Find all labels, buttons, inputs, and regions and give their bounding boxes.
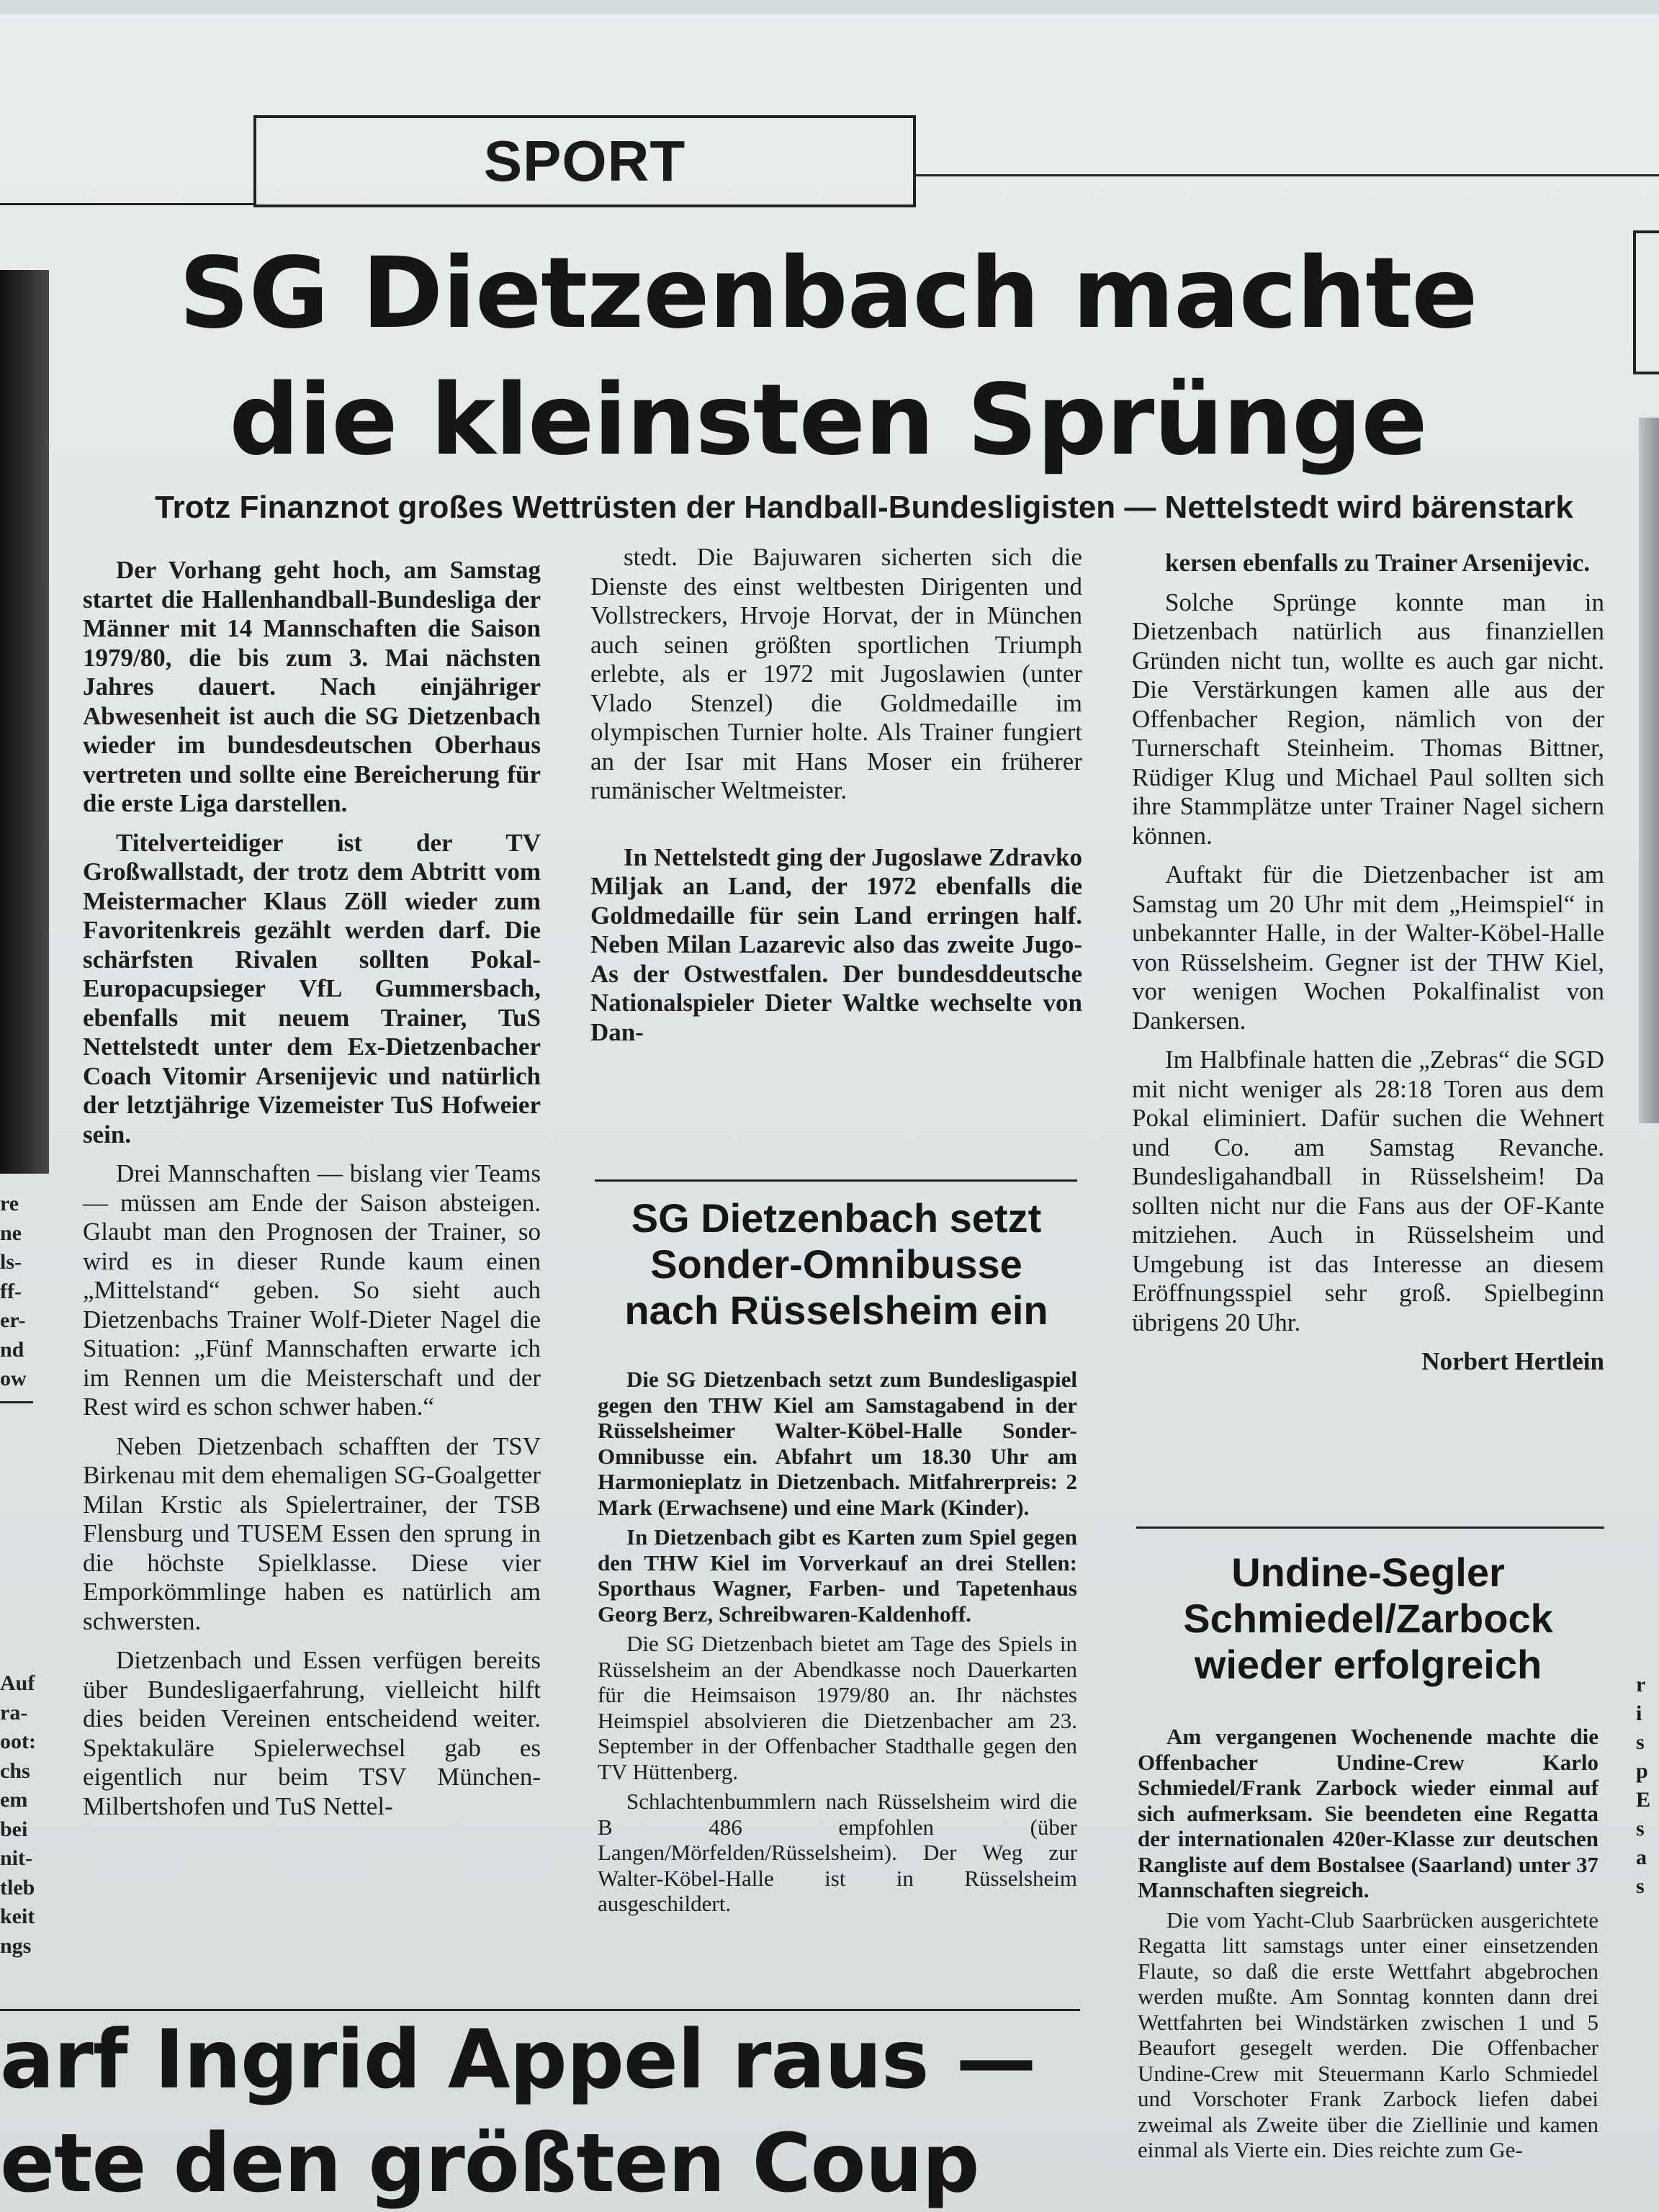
paragraph: Titelverteidiger ist der TV Großwallstadt, der trotz dem Abtritt vom Meistermacher Klaus Zöll wieder zum Favoritenkreis gezählt werden darf. Die schärfsten Rivalen sollten Pokal-Europacupsieger VfL Gummersbach, ebenfalls mit neuem Trainer, TuS Nettelstedt unter dem Ex-Dietzenbacher Coach Vitomir Arsenijevic und natürlich der letztjährige Vizemeister TuS Hofweier sein.: [83, 828, 541, 1148]
headline-line-2: die kleinsten Sprünge: [229, 364, 1427, 477]
paragraph: Drei Mannschaften — bislang vier Teams — müssen am Ende der Saison absteigen. Glaubt man den Prognosen der Trainer, so wird es in dieser Runde kaum einen „Mittelstand“ geben. So sieht auch Dietzenbachs Trainer Wolf-Dieter Nagel die Situation: „Fünf Mannschaften erwarte ich im Rennen um die Meisterschaft und der Rest wird es schon schwer haben.“: [83, 1159, 541, 1421]
paragraph: Solche Sprünge konnte man in Dietzenbach natürlich aus finanziellen Gründen nicht tun, wollte es auch gar nicht. Die Verstärkungen kamen alle aus der Offenbacher Region, nämlich von der Turnerschaft Steinheim. Thomas Bittner, Rüdiger Klug und Michael Paul sollten sich ihre Stammplätze unter Trainer Nagel sichern können.: [1132, 588, 1604, 850]
fragment-word: s: [1636, 1817, 1645, 1840]
article-column-3: [1132, 549, 1604, 1377]
box1-headline-line: SG Dietzenbach setzt: [631, 1195, 1042, 1241]
fragment-word: r: [1636, 1673, 1646, 1696]
box1-headline-line: nach Rüsselsheim ein: [624, 1287, 1048, 1333]
left-fragment-rule: [0, 1401, 33, 1403]
fragment-word: re: [0, 1192, 19, 1215]
byline-name: Norbert Hertlein: [1421, 1347, 1604, 1375]
fragment-word: tleb: [0, 1875, 35, 1899]
paragraph: In Dietzenbach gibt es Karten zum Spiel gegen den THW Kiel im Vorverkauf an drei Stellen: Sporthaus Wagner, Farben- und Tapetenhaus Georg Berz, Schreibwaren-Kaldenhoff.: [598, 1524, 1077, 1627]
newspaper-page: [0, 14, 1659, 2212]
fragment-word: ff-: [0, 1279, 22, 1303]
fragment-word: chs: [0, 1758, 30, 1783]
fragment-word: ow: [0, 1367, 27, 1390]
column-2-rule: [595, 1179, 1077, 1182]
fragment-word: ne: [0, 1220, 22, 1245]
left-column-fragment-top: [0, 1190, 27, 1394]
paragraph: Der Vorhang geht hoch, am Samstag startet die Hallenhandball-Bundesliga der Männer mit 14 Mannschaften die Saison 1979/80, die bis zum 3. Mai nächsten Jahres dauert. Nach einjähriger Abwesenheit ist auch die SG Dietzenbach wieder im bundesdeutschen Oberhaus vertreten und sollte eine Bereicherung für die erste Liga darstellen.: [83, 556, 541, 817]
box2-body: [1138, 1724, 1599, 2163]
box1-body: [598, 1367, 1077, 1917]
paragraph: Die vom Yacht-Club Saarbrücken ausgerichtete Regatta litt samstags unter einer einsetzenden Flaute, so daß die erste Wettfahrt abgebrochen werden mußte. Am Sonntag konnten dann drei Wettfahrten bei Windstärken zwischen 1 und 5 Beaufort gesegelt werden. Die Offenbacher Undine-Crew mit Steuermann Karlo Schmiedel und Vorschoter Frank Zarbock liefen dabei zweimal als Zweite über die Ziellinie und kamen einmal als Vierte ein. Dies reichte zum Ge-: [1138, 1907, 1599, 2162]
cropped-photo: [0, 270, 49, 1174]
fragment-word: bei: [0, 1817, 28, 1841]
bottom-headline-line-1: arf Ingrid Appel raus —: [0, 2013, 1036, 2107]
section-rule: [0, 203, 253, 205]
box2-headline-line: Undine-Segler: [1231, 1550, 1505, 1595]
main-headline: [144, 230, 1512, 484]
left-column-fragment-bottom: [0, 1669, 36, 1961]
fragment-word: nd: [0, 1337, 24, 1362]
fragment-word: ra-: [0, 1700, 28, 1725]
fragment-word: nit-: [0, 1846, 32, 1870]
paragraph: Neben Dietzenbach schafften der TSV Birkenau mit dem ehemaligen SG-Goalgetter Milan Krstic als Spielertrainer, der TSB Flensburg und TUSEM Essen den sprung in die höchste Spielklasse. Diese vier Emporkömmlinge haben es natürlich am schwersten.: [83, 1431, 541, 1635]
paragraph: kersen ebenfalls zu Trainer Arsenijevic.: [1165, 549, 1591, 577]
fragment-word: E: [1636, 1788, 1651, 1812]
paragraph: Auftakt für die Dietzenbacher ist am Samstag um 20 Uhr mit dem „Heimspiel“ in unbekannter Halle, in der Walter-Köbel-Halle von Rüsselsheim. Gegner ist der THW Kiel, vor wenigen Wochen Pokalfinalist von Dankersen.: [1132, 860, 1604, 1035]
fragment-word: a: [1636, 1845, 1647, 1869]
fragment-word: s: [1636, 1730, 1645, 1754]
paragraph: Schlachtenbummlern nach Rüsselsheim wird die B 486 empfohlen (über Langen/Mörfelden/Rüsselsheim). Der Weg zur Walter-Köbel-Halle ist in Rüsselsheim ausgeschildert.: [598, 1789, 1077, 1916]
fragment-word: oot:: [0, 1730, 36, 1753]
box1-headline-line: Sonder-Omnibusse: [650, 1241, 1022, 1287]
fragment-word: p: [1636, 1759, 1648, 1783]
bottom-headline-line-2: ete den größten Coup: [0, 2117, 979, 2211]
box2-headline-line: Schmiedel/Zarbock: [1183, 1596, 1553, 1641]
subheadline: Trotz Finanznot großes Wettrüsten der Handball-Bundesligisten — Nettelstedt wird bärenstark: [155, 490, 1573, 525]
article-column-1: [83, 556, 541, 1821]
fragment-word: s: [1636, 1874, 1645, 1898]
section-header: [253, 115, 916, 207]
paragraph: Am vergangenen Wochenende machte die Offenbacher Undine-Crew Karlo Schmiedel/Frank Zarbock wieder einmal auf sich aufmerksam. Sie beendeten eine Regatta der internationalen 420er-Klasse zur deutschen Rangliste auf dem Bostalsee (Saarland) unter 37 Mannschaften siegreich.: [1138, 1724, 1599, 1902]
fragment-word: i: [1636, 1701, 1642, 1725]
paragraph: Die SG Dietzenbach bietet am Tage des Spiels in Rüsselsheim an der Abendkasse noch Dauerkarten für die Heimsaison 1979/80 an. Ihr nächstes Heimspiel absolvieren die Dietzenbacher am 23. September in der Offenbacher Stadthalle gegen den TV Hüttenberg.: [598, 1631, 1077, 1784]
paragraph: In Nettelstedt ging der Jugoslawe Zdravko Miljak an Land, der 1972 ebenfalls die Goldmedaille für sein Land erringen half. Neben Milan Lazarevic also das zweite Jugo-As der Ostwestfalen. Der bundesddeutsche Nationalspieler Dieter Waltke wechselte von Dan-: [590, 842, 1082, 1046]
fragment-word: keit: [0, 1905, 35, 1928]
fragment-word: em: [0, 1788, 28, 1812]
fragment-word: ls-: [0, 1250, 22, 1274]
paragraph: Im Halbfinale hatten die „Zebras“ die SGD mit nicht weniger als 28:18 Toren aus dem Pokal eliminiert. Dafür suchen die Wehnert und Co. am Samstag Revanche. Bundesligahandball in Rüsselsheim! Da sollten nicht nur die Fans aus der OF-Kante mitziehen. Auch in Rüsselsheim und Umgebung ist das Interesse an diesem Eröffnungsspiel sehr groß. Spielbeginn übrigens 20 Uhr.: [1132, 1046, 1604, 1336]
section-rule-right: [916, 174, 1659, 176]
box2-headline-line: wieder erfolgreich: [1194, 1642, 1542, 1687]
headline-line-1: SG Dietzenbach machte: [179, 237, 1478, 351]
article-column-2: [590, 543, 1082, 1047]
paragraph: stedt. Die Bajuwaren sicherten sich die Dienste des einst weltbesten Dirigenten und Vollstreckers, Hrvoje Horvat, der in München auch seinen größten sportlichen Triumph erlebte, als er 1972 mit Jugoslawien (unter Vlado Stenzel) die Goldmedaille im olympischen Turnier holte. Als Trainer fungiert an der Isar mit Hans Moser ein früherer rumänischer Weltmeister.: [590, 543, 1082, 804]
box2-headline: [1132, 1550, 1604, 1688]
fragment-word: Auf: [0, 1671, 35, 1695]
bottom-rule: [0, 2009, 1080, 2011]
right-edge-box: [1633, 230, 1659, 374]
paragraph: Dietzenbach und Essen verfügen bereits über Bundesligaerfahrung, vielleicht hilft dies beiden Vereinen entscheidend weiter. Spektakuläre Spielerwechsel gab es eigentlich nur beim TSV München-Milbertshofen und TuS Nettel-: [83, 1646, 541, 1820]
box1-headline: [590, 1195, 1082, 1334]
fragment-word: er-: [0, 1308, 26, 1332]
section-label: SPORT: [483, 129, 686, 193]
right-column-fragment: [1636, 1671, 1650, 1901]
fragment-word: ngs: [0, 1933, 32, 1958]
paragraph: Die SG Dietzenbach setzt zum Bundesligaspiel gegen den THW Kiel am Samstagabend in der Rüsselsheimer Walter-Köbel-Halle Sonder-Omnibusse ein. Abfahrt um 18.30 Uhr am Harmonieplatz in Dietzenbach. Mitfahrerpreis: 2 Mark (Erwachsene) und eine Mark (Kinder).: [598, 1367, 1077, 1520]
byline: [1132, 1347, 1604, 1377]
column-3-rule: [1136, 1527, 1604, 1529]
